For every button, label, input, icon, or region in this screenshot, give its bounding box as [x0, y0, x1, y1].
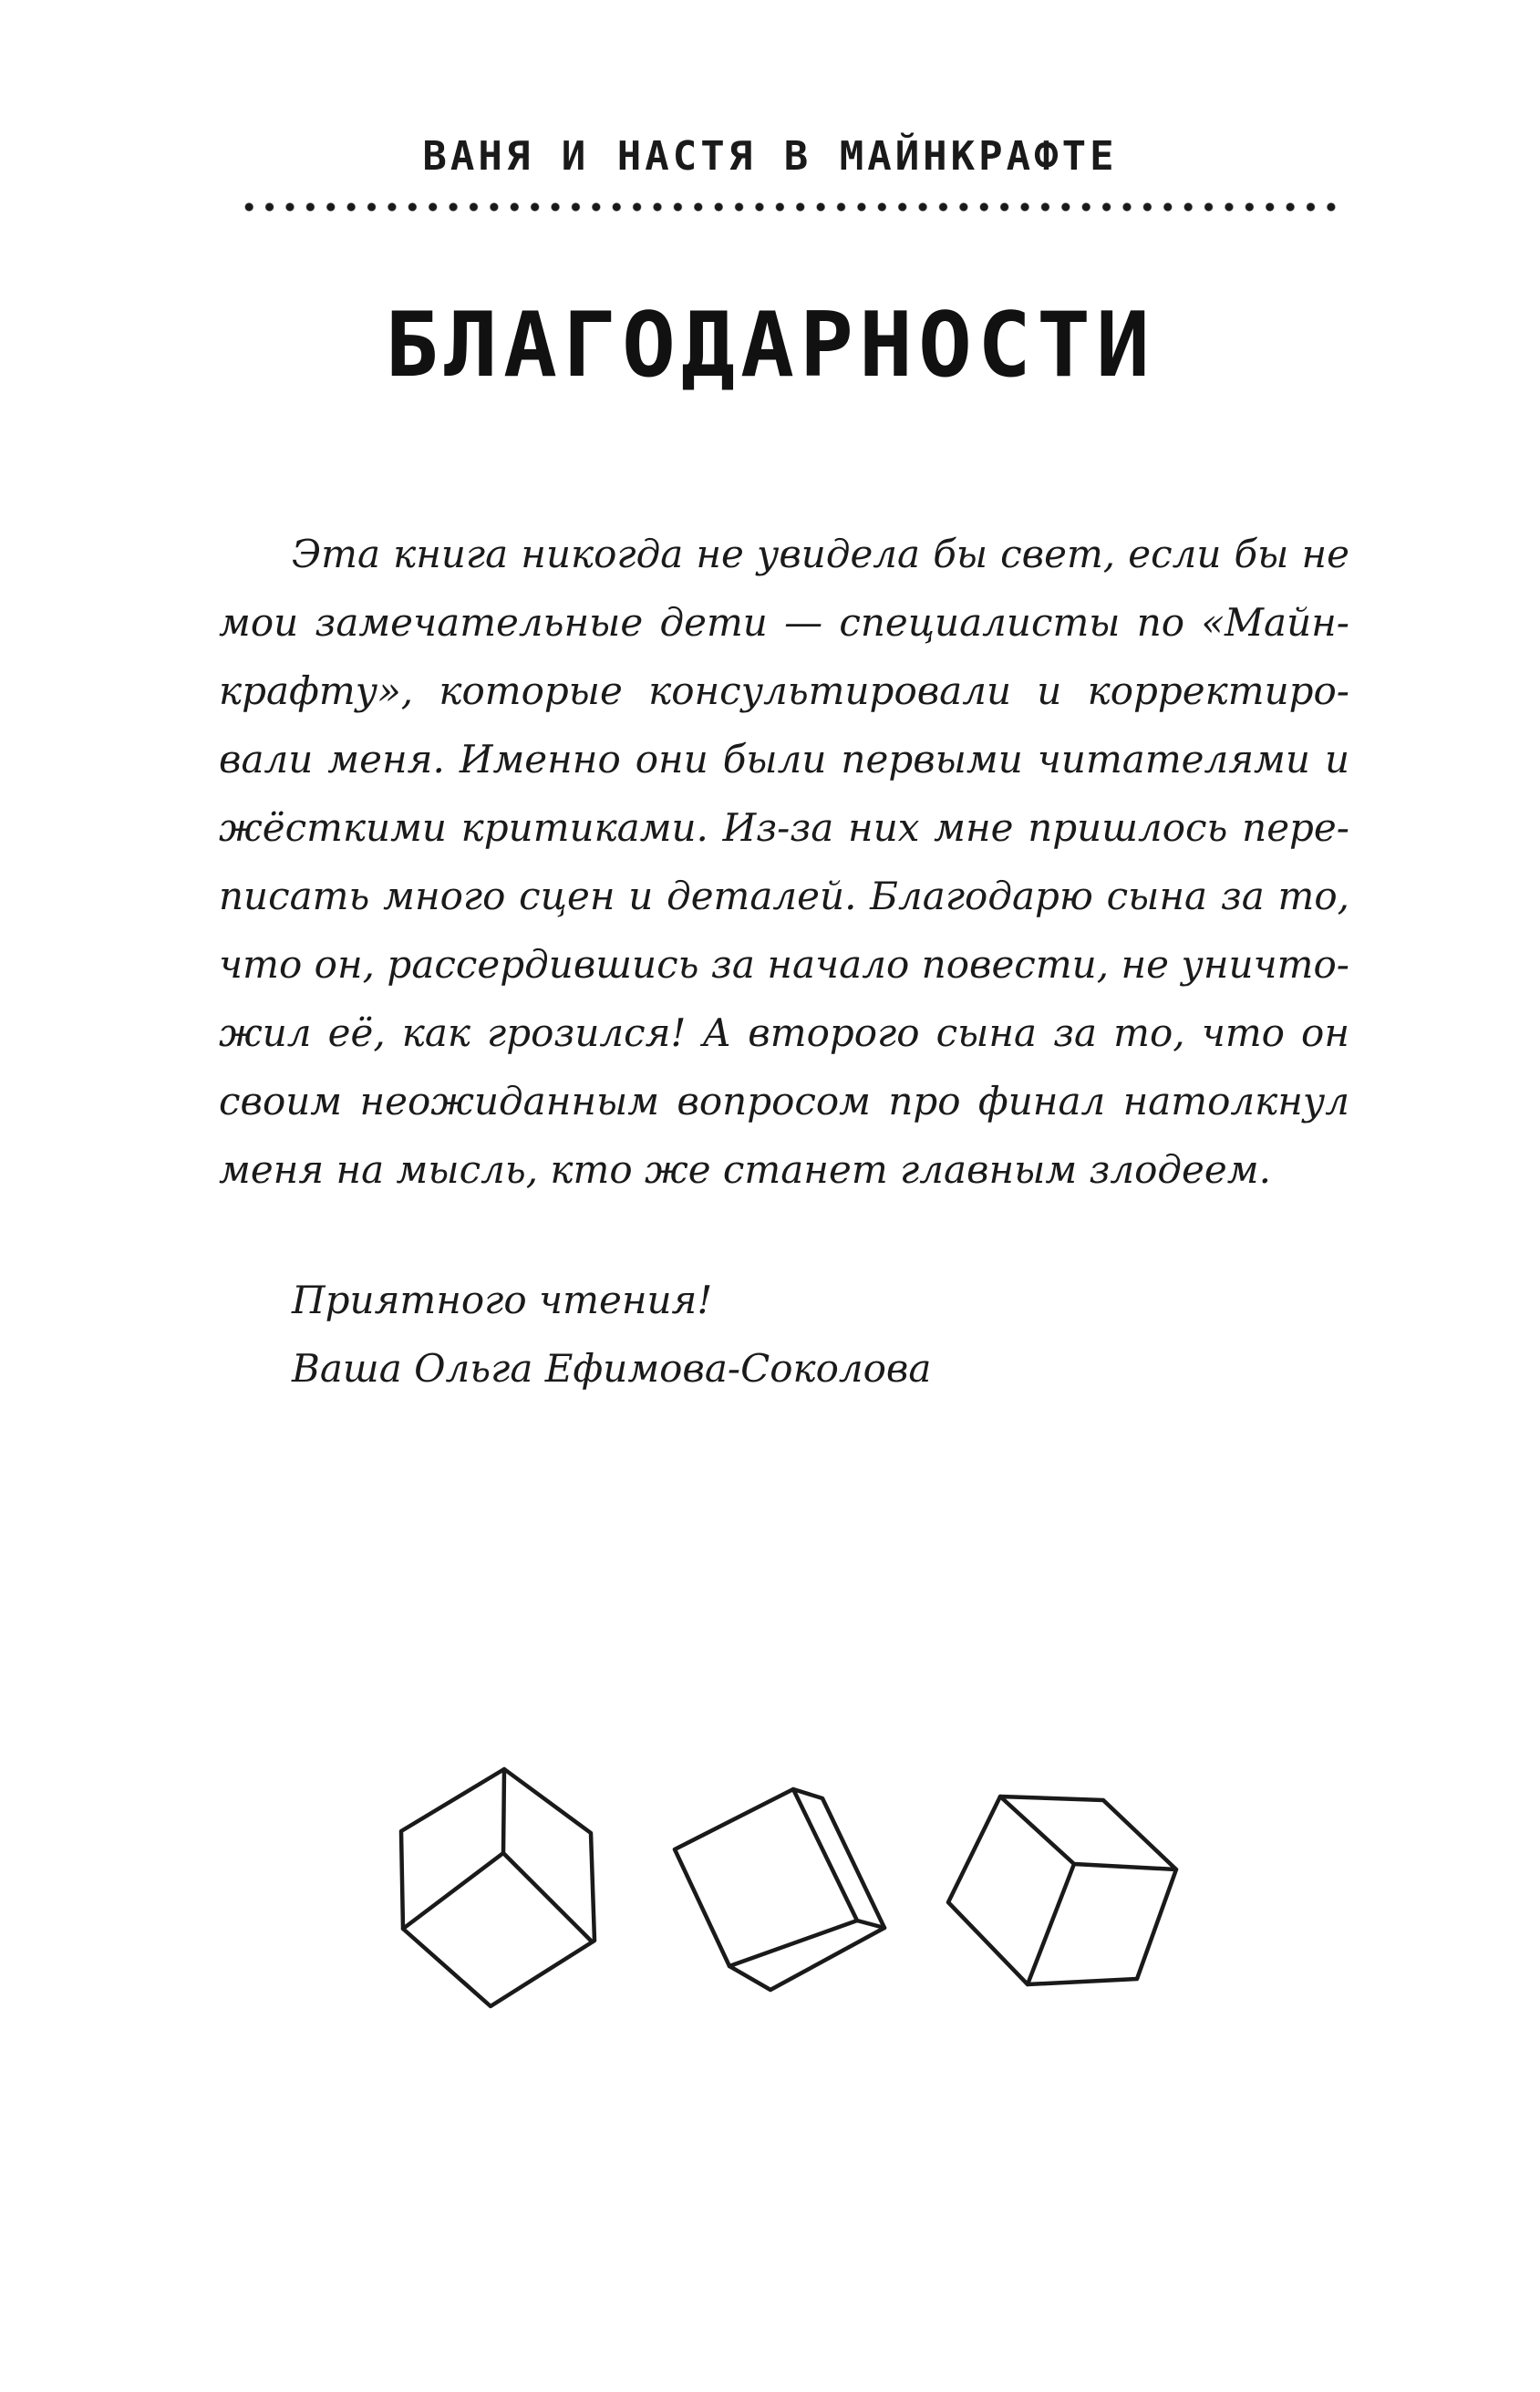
cube-outline-icon — [401, 1769, 594, 2006]
author-signature: Ваша Ольга Ефимова-Соколова — [292, 1346, 932, 1391]
closing-signature — [292, 1266, 931, 1403]
cube-outline-icon — [948, 1797, 1176, 1984]
dotted-divider — [239, 202, 1342, 212]
cube-outline-icon — [675, 1789, 884, 1990]
closing-greeting: Приятного чтения! — [292, 1278, 713, 1322]
running-head: ВАНЯ И НАСТЯ В МАЙНКРАФТЕ — [422, 133, 1118, 180]
cubes-svg — [0, 1733, 1540, 2061]
cubes-illustration — [0, 1733, 1540, 2061]
page-title: БЛАГОДАРНОСТИ — [384, 294, 1155, 398]
acknowledgements-paragraph: Эта книга никогда не увидела бы свет, если бы не мои замечательные дети — специалисты по «Майнкрафту», которые консультировали и корректировали меня. Именно они были первыми читателями и жёсткими критиками. Из-за них мне пришлось переписать много сцен и деталей. Благодарю сына за то, что он, рассердившись за начало повести, не уничтожил её, как грозился! А второго сына за то, что он своим неожиданным вопросом про финал натолкнул меня на мысль, кто же станет главным злодеем. — [219, 532, 1349, 1192]
